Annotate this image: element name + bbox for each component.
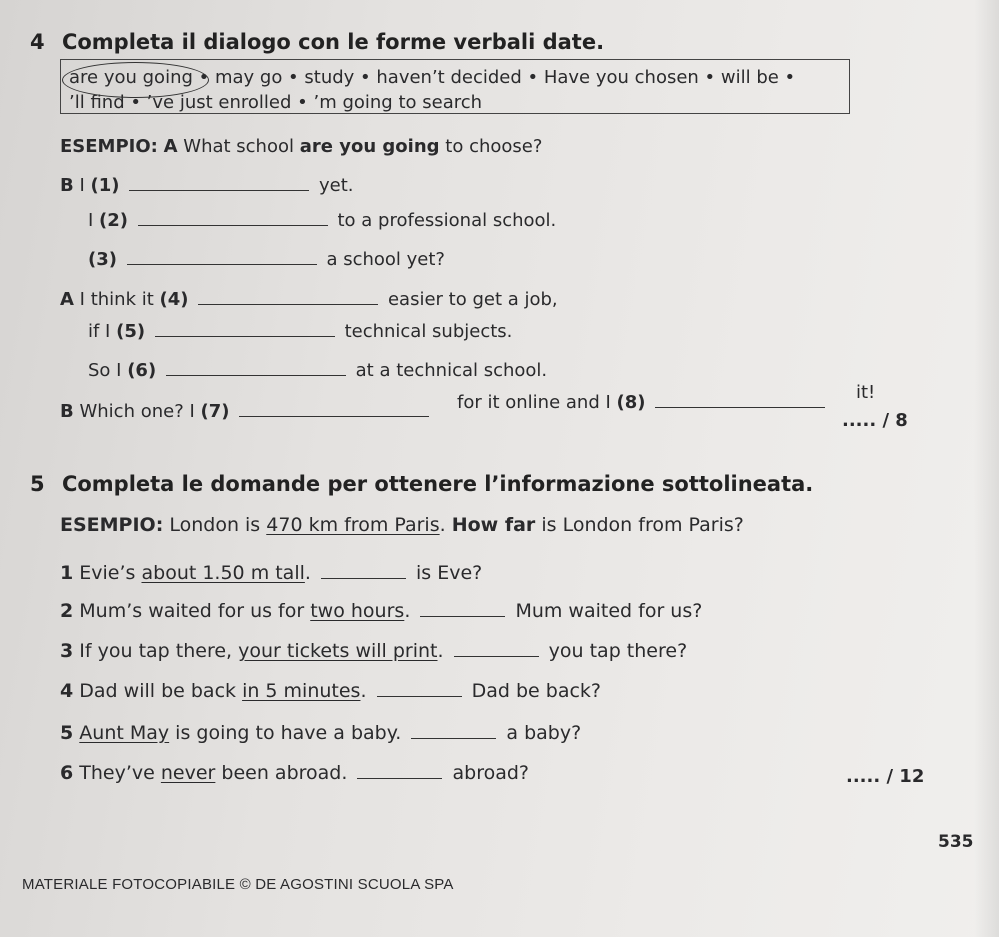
speaker: B [60,401,74,422]
question-blank-3[interactable] [454,640,539,657]
line-post: technical subjects. [344,321,513,342]
line-number: (7) [200,401,230,422]
item-number: 1 [60,562,74,584]
dialogue-line-1 [60,174,353,196]
line-pre: I [79,175,85,196]
exercise-4-score: ..... / 8 [842,410,908,431]
dialogue-line-8 [457,391,829,413]
dialogue-line-6 [88,359,547,381]
item-underlined: about 1.50 m tall [141,562,305,584]
exercise-4-example [60,136,542,157]
question-blank-1[interactable] [321,562,406,579]
dialogue-line-2 [88,209,556,231]
dialogue-line-5 [88,320,512,342]
item-post: been abroad. [215,762,348,784]
line-number: (3) [88,249,117,270]
line-number: (8) [616,392,646,413]
footer-copyright: MATERIALE FOTOCOPIABILE © DE AGOSTINI SCUOLA SPA [22,876,454,893]
speaker: B [60,175,74,196]
exercise-5-title: Completa le domande per ottenere l’informazione sottolineata. [61,472,814,496]
line-number: (2) [99,210,129,231]
answer-blank-7[interactable] [239,400,429,417]
item-number: 4 [60,680,74,702]
item-pre: Dad will be back [79,680,237,702]
item-post: . [360,680,367,702]
dialogue-line-3 [88,248,445,270]
item-pre: Mum’s waited for us for [79,600,305,622]
answer-blank-5[interactable] [155,320,335,337]
question-5 [60,722,581,744]
answer-blank-2[interactable] [138,209,328,226]
item-underlined: two hours [310,600,405,622]
exercise-4-header [30,30,604,54]
item-tail: a baby? [506,722,582,744]
question-blank-5[interactable] [411,722,496,739]
line-end: it! [856,382,876,403]
question-4 [60,680,601,702]
item-tail: is Eve? [416,562,483,584]
item-pre: If you tap there, [79,640,233,662]
item-underlined: Aunt May [79,722,170,744]
exercise-4-number: 4 [30,30,45,54]
answer-blank-8[interactable] [655,391,825,408]
line-post: a school yet? [326,249,445,270]
speaker: A [60,289,74,310]
item-post: is going to have a baby. [169,722,402,744]
line-post: yet. [318,175,354,196]
line-pre: I think it [79,289,154,310]
exercise-5-header [30,472,813,496]
answer-blank-4[interactable] [198,288,378,305]
answer-blank-3[interactable] [127,248,317,265]
item-number: 5 [60,722,74,744]
example-label: ESEMPIO: [60,514,164,536]
question-blank-4[interactable] [377,680,462,697]
question-2 [60,600,702,622]
page-number: 535 [938,832,974,852]
item-tail: you tap there? [548,640,688,662]
word-box-line-2: ’ll find • ’ve just enrolled • ’m going to search [69,92,483,113]
dialogue-line-7 [60,400,433,422]
item-underlined: in 5 minutes [242,680,361,702]
dialogue-line-4 [60,288,558,310]
example-answer: are you going [299,136,440,157]
line-post: at a technical school. [355,360,548,381]
line-number: (1) [90,175,120,196]
example-pre: London is [169,514,261,536]
item-pre: They’ve [79,762,155,784]
page-edge-shadow [974,0,999,937]
example-underlined: 470 km from Paris [266,514,440,536]
item-tail: abroad? [452,762,530,784]
item-number: 2 [60,600,74,622]
line-pre: I [88,210,94,231]
item-post: . [404,600,411,622]
item-number: 6 [60,762,74,784]
item-post: . [304,562,311,584]
exercise-5-number: 5 [30,472,45,496]
exercise-5-score: ..... / 12 [846,766,925,787]
line-post: easier to get a job, [387,289,558,310]
answer-blank-1[interactable] [129,174,309,191]
example-pre: What school [183,136,294,157]
exercise-4-title: Completa il dialogo con le forme verbali date. [61,30,605,54]
item-post: . [437,640,444,662]
example-label: ESEMPIO: [60,136,158,157]
example-speaker: A [163,136,178,157]
item-number: 3 [60,640,74,662]
line-number: (6) [127,360,157,381]
word-box-line-1: are you going • may go • study • haven’t decided • Have you chosen • will be • [69,67,796,88]
question-3 [60,640,687,662]
hand-drawn-circle [62,62,209,98]
answer-blank-6[interactable] [166,359,346,376]
line-pre: So I [88,360,122,381]
example-post: . [439,514,452,536]
question-6 [60,762,529,784]
question-1 [60,562,482,584]
item-underlined: never [160,762,216,784]
item-pre: Evie’s [79,562,136,584]
line-post: to a professional school. [337,210,557,231]
item-tail: Dad be back? [471,680,602,702]
line-mid: for it online and I [457,392,611,413]
example-tail: is London from Paris? [541,514,744,536]
question-blank-2[interactable] [420,600,505,617]
line-number: (4) [159,289,189,310]
exercise-5-example [60,514,744,536]
item-underlined: your tickets will print [238,640,438,662]
line-pre: if I [88,321,111,342]
line-number: (5) [116,321,146,342]
example-post: to choose? [445,136,543,157]
question-blank-6[interactable] [357,762,442,779]
line-pre: Which one? I [79,401,195,422]
item-tail: Mum waited for us? [515,600,703,622]
example-answer: How far [451,514,536,536]
